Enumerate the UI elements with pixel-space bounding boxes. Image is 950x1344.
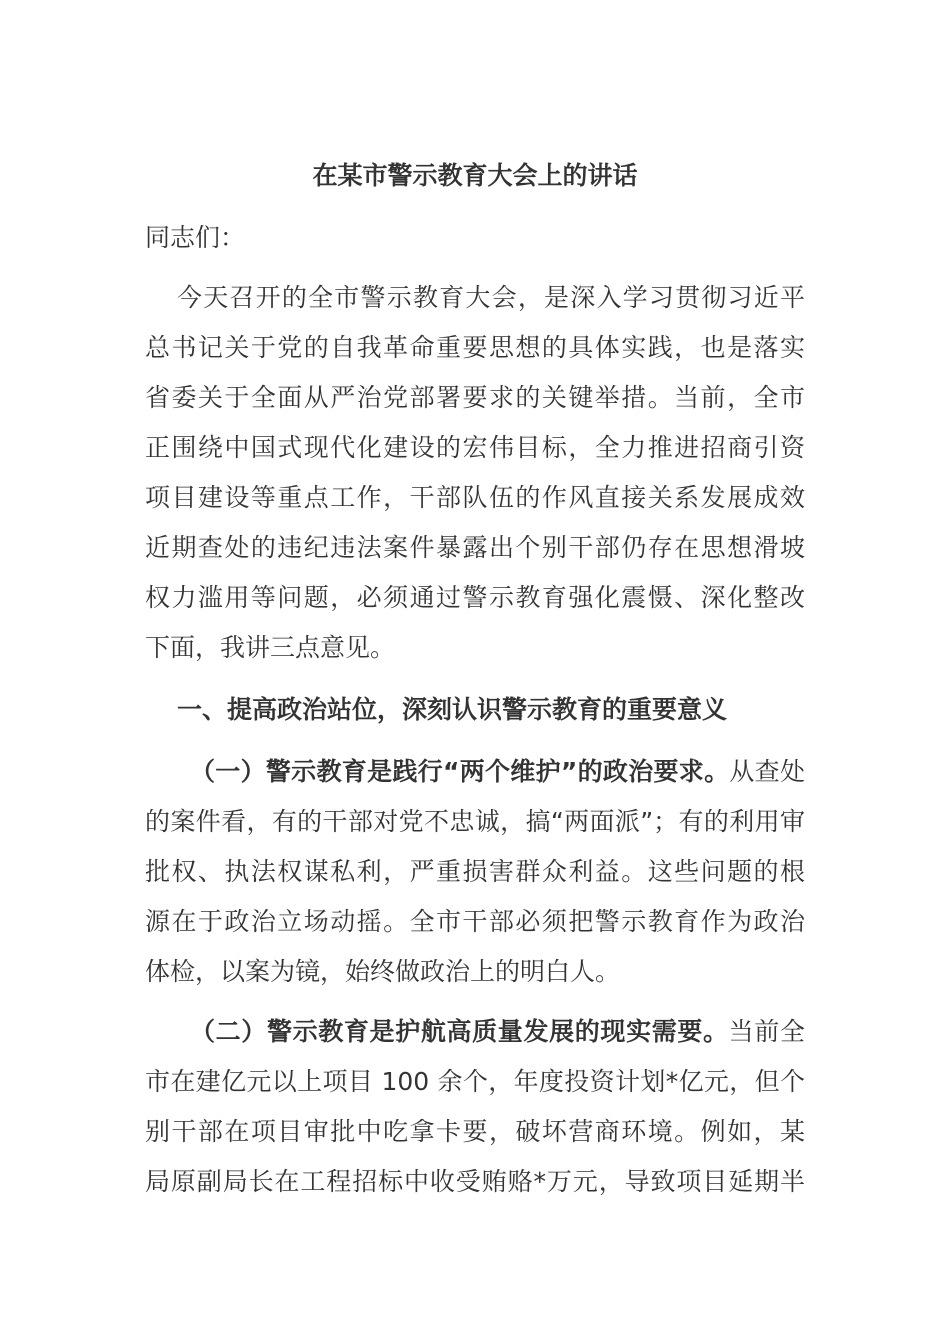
sub-2-line-1 xyxy=(145,1012,805,1052)
sub-1-heading: （一）警示教育是践行“两个维护”的政治要求。 xyxy=(190,757,730,786)
sub-2-line-1-rest: 当前全 xyxy=(728,1017,805,1046)
intro-line-5: 项目建设等重点工作，干部队伍的作风直接关系发展成效 xyxy=(145,483,805,512)
salutation: 同志们： xyxy=(145,223,246,252)
sub-1-line-3: 批权、执法权谋私利，严重损害群众利益。这些问题的根 xyxy=(145,857,805,886)
sub-1-line-1 xyxy=(145,752,805,792)
intro-line-4: 正围绕中国式现代化建设的宏伟目标，全力推进招商引资 xyxy=(145,433,805,462)
sub-2-heading: （二）警示教育是护航高质量发展的现实需要。 xyxy=(190,1017,729,1046)
intro-line-1: 今天召开的全市警示教育大会，是深入学习贯彻习近平 xyxy=(177,283,805,312)
sub-1-line-5: 体检，以案为镜，始终做政治上的明白人。 xyxy=(145,957,621,986)
sub-1-line-2: 的案件看，有的干部对党不忠诚，搞“两面派”；有的利用审 xyxy=(145,807,805,836)
sub-1-line-1-rest: 从查处 xyxy=(729,757,805,786)
intro-line-7: 权力滥用等问题，必须通过警示教育强化震慑、深化整改 xyxy=(145,583,805,612)
intro-line-6: 近期查处的违纪违法案件暴露出个别干部仍存在思想滑坡 xyxy=(145,533,805,562)
section-1-heading: 一、提高政治站位，深刻认识警示教育的重要意义 xyxy=(177,695,728,724)
intro-line-3: 省委关于全面从严治党部署要求的关键举措。当前，全市 xyxy=(145,383,805,412)
sub-2-line-3: 别干部在项目审批中吃拿卡要，破坏营商环境。例如，某 xyxy=(145,1117,805,1146)
sub-2-line-4: 局原副局长在工程招标中收受贿赂*万元，导致项目延期半 xyxy=(145,1167,805,1196)
intro-line-2: 总书记关于党的自我革命重要思想的具体实践，也是落实 xyxy=(145,333,805,362)
intro-line-8: 下面，我讲三点意见。 xyxy=(145,633,396,662)
document-title: 在某市警示教育大会上的讲话 xyxy=(312,161,638,190)
sub-2-line-2: 市在建亿元以上项目 100 余个，年度投资计划*亿元，但个 xyxy=(145,1067,805,1096)
sub-1-line-4: 源在于政治立场动摇。全市干部必须把警示教育作为政治 xyxy=(145,907,805,936)
